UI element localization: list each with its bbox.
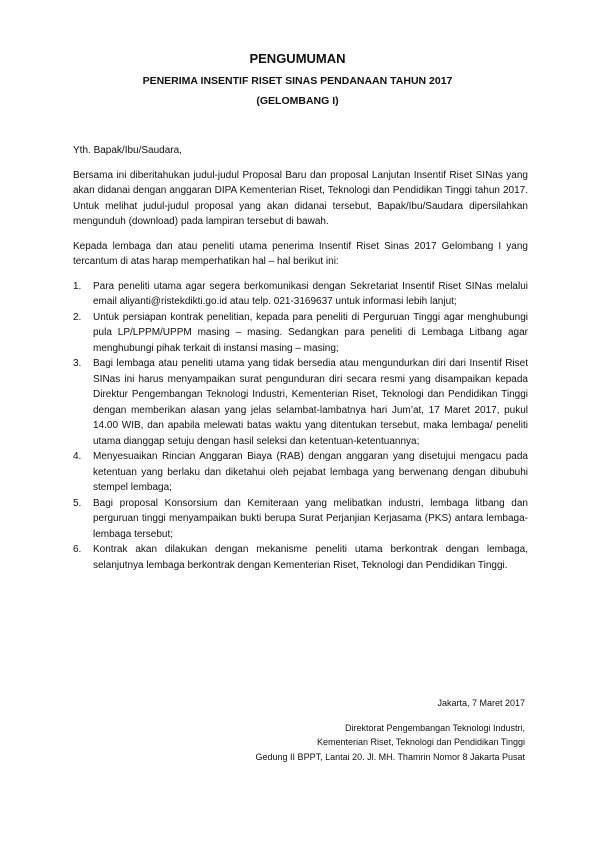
document-wave: (GELOMBANG I)	[256, 95, 339, 107]
paragraph-instructions: Kepada lembaga dan atau peneliti utama penerima Insentif Riset Sinas 2017 Gelombang I yang tercantum di atas harap memperhatikan hal – hal berikut ini:	[73, 240, 528, 267]
signature-line-address: Gedung II BPPT, Lantai 20. Jl. MH. Thamrin Nomor 8 Jakarta Pusat	[255, 751, 525, 762]
list-item-text: Menyesuaikan Rincian Anggaran Biaya (RAB) dengan anggaran yang disetujui mengacu pada ketentuan yang berlaku dan diketahui oleh pejabat lembaga yang berwenang dengan dibubuhi stempel lembaga;	[93, 451, 528, 493]
list-item-number: 2.	[73, 311, 82, 323]
document-body	[73, 143, 528, 573]
list-item-text: Bagi proposal Konsorsium dan Kemiteraan yang melibatkan industri, lembaga litbang dan perguruan tinggi menyampaikan bukti berupa Surat Perjanjian Kerjasama (PKS) antara lembaga-lembaga tersebut;	[93, 497, 528, 540]
document-title: PENGUMUMAN	[249, 51, 346, 66]
list-item-number: 5.	[73, 497, 82, 509]
document-subtitle: PENERIMA INSENTIF RISET SINAS PENDANAAN TAHUN 2017	[142, 75, 453, 87]
list-item-number: 1.	[73, 280, 82, 292]
list-item	[73, 496, 528, 543]
list-item	[73, 310, 528, 357]
list-item-number: 4.	[73, 451, 82, 462]
list-item-text: Kontrak akan dilakukan dengan mekanisme peneliti utama berkontrak dengan lembaga, selanjutnya lembaga berkontrak dengan Kementerian Riset, Teknologi dan Pendidikan Tinggi.	[93, 544, 528, 571]
paragraph-intro: Bersama ini diberitahukan judul-judul Proposal Baru dan proposal Lanjutan Insentif Riset SINas yang akan didanai dengan anggaran DIPA Kementerian Riset, Teknologi dan Pendidikan Tinggi tahun 2017. Untuk melihat judul-judul proposal yang akan didanai tersebut, Bapak/Ibu/Saudara dipersilahkan mengunduh (download) pada lampiran tersebut di bawah.	[73, 169, 528, 227]
list-item	[73, 449, 528, 496]
list-item	[73, 356, 528, 449]
list-item-text: Para peneliti utama agar segera berkomunikasi dengan Sekretariat Insentif Riset SINas melalui email aliyanti@ristekdikti.go.id atau telp. 021-3169637 untuk informasi lebih lanjut;	[93, 280, 528, 307]
list-item	[73, 279, 528, 310]
list-item-number: 3.	[73, 358, 82, 369]
list-item-number: 6.	[73, 544, 82, 555]
signature-line-ministry: Kementerian Riset, Teknologi dan Pendidikan Tinggi	[317, 737, 525, 747]
list-item	[73, 542, 528, 573]
signature-date: Jakarta, 7 Maret 2017	[437, 698, 525, 708]
list-item-text: Bagi lembaga atau peneliti utama yang tidak bersedia atau mengundurkan diri dari Insentif Riset SINas ini harus menyampaikan surat pengunduran diri secara resmi yang disampaikan kepada Direktur Pengembangan Teknologi Industri, Kementerian Riset, Teknologi dan Pendidikan Tinggi dengan memberikan alasan yang jelas selambat-lambatnya hari Jum’at, 17 Maret 2017, pukul 14.00 WIB, dan apabila melewati batas waktu yang ditentukan tersebut, maka lembaga/ peneliti utama dianggap setuju dengan hasil seleksi dan ketentuan-ketentuannya;	[93, 358, 528, 447]
list-item-text: Untuk persiapan kontrak penelitian, kepada para peneliti di Perguruan Tinggi agar menghubungi pula LP/LPPM/UPPM masing – masing. Sedangkan para peneliti di Lembaga Litbang agar menghubungi pihak terkait di instansi masing – masing;	[93, 311, 528, 354]
signature-block	[225, 696, 525, 764]
greeting: Yth. Bapak/Ibu/Saudara,	[73, 145, 182, 156]
signature-line-directorate: Direktorat Pengembangan Teknologi Industri,	[345, 722, 525, 733]
instruction-list	[73, 279, 528, 574]
